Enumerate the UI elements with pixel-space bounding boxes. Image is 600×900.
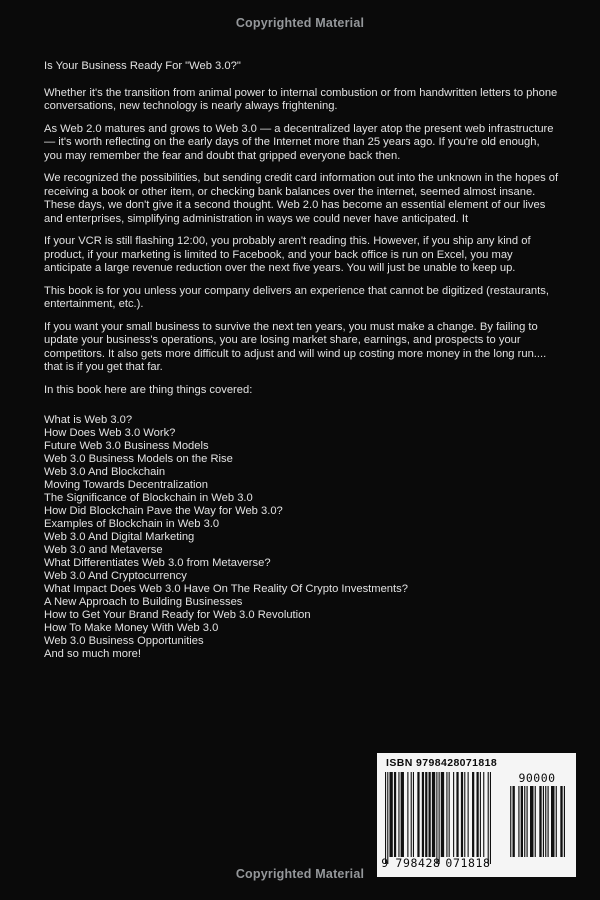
- topic-item: A New Approach to Building Businesses: [44, 596, 243, 608]
- topic-item: Web 3.0 Business Models on the Rise: [44, 453, 233, 465]
- topic-item: The Significance of Blockchain in Web 3.0: [44, 492, 253, 504]
- price-code: 90000: [518, 771, 556, 785]
- paragraph: If you want your small business to survive the next ten years, you must make a change. By failing to update your business's operations, you are losing market share, earnings, and prospects to your competitors. It also gets more difficult to adjust and will wind up costing more money in the long run.... that is if you get that far.: [44, 320, 547, 373]
- back-cover-text: [44, 60, 560, 661]
- barcode-panel: [377, 753, 576, 877]
- ean5-addon-barcode-graphic: [509, 786, 565, 857]
- topic-item: Web 3.0 and Metaverse: [44, 544, 163, 556]
- paragraph: As Web 2.0 matures and grows to Web 3.0 — a decentralized layer atop the present web infrastructure — it's worth reflecting on the early days of the Internet more than 25 years ago. If you're old enough, you may remember the fear and doubt that gripped everyone back then.: [44, 122, 554, 162]
- topic-item: And so much more!: [44, 648, 142, 660]
- barcode-digit-mid: 798428: [395, 856, 441, 870]
- topic-item: What Differentiates Web 3.0 from Metaverse?: [44, 557, 271, 569]
- barcode-digit-lead: 9: [381, 856, 389, 870]
- topic-item: Web 3.0 Business Opportunities: [44, 635, 204, 647]
- topic-item: What Impact Does Web 3.0 Have On The Reality Of Crypto Investments?: [44, 583, 408, 595]
- topic-item: Future Web 3.0 Business Models: [44, 440, 209, 452]
- headline: Is Your Business Ready For "Web 3.0?": [44, 60, 241, 72]
- topic-item: Examples of Blockchain in Web 3.0: [44, 518, 220, 530]
- copyright-banner-bottom: Copyrighted Material: [235, 867, 365, 881]
- barcode-digit-right: 071818: [445, 856, 491, 870]
- paragraphs: [44, 87, 560, 375]
- topic-item: Web 3.0 And Digital Marketing: [44, 531, 195, 543]
- topic-item: Moving Towards Decentralization: [44, 479, 208, 491]
- paragraph: We recognized the possibilities, but sending credit card information out into the unknown in the hopes of receiving a book or other item, or checking bank balances over the internet, seemed almost insane. These days, we don't give it a second thought. Web 2.0 has become an essential element of our lives and enterprises, simplifying administration in ways we could never have anticipated. It: [44, 172, 559, 225]
- ean13-barcode-graphic: [385, 772, 491, 864]
- topic-item: How To Make Money With Web 3.0: [44, 622, 219, 634]
- topics-list: [44, 414, 560, 661]
- topic-item: How Does Web 3.0 Work?: [44, 427, 176, 439]
- topics-intro: In this book here are thing things covered:: [44, 383, 253, 396]
- topic-item: Web 3.0 And Cryptocurrency: [44, 570, 187, 582]
- topic-item: Web 3.0 And Blockchain: [44, 466, 166, 478]
- paragraph: If your VCR is still flashing 12:00, you probably aren't reading this. However, if you ship any kind of product, if your marketing is limited to Facebook, and your back office is run on Excel, you may anticipate a large revenue reduction over the next five years. You will just be unable to keep up.: [44, 235, 531, 274]
- topic-item: How to Get Your Brand Ready for Web 3.0 Revolution: [44, 609, 311, 621]
- paragraph: Whether it's the transition from animal power to internal combustion or from handwritten letters to phone conversations, new technology is nearly always frightening.: [44, 86, 558, 112]
- topic-item: How Did Blockchain Pave the Way for Web 3.0?: [44, 505, 283, 517]
- topic-item: What is Web 3.0?: [44, 414, 133, 426]
- copyright-banner-top: Copyrighted Material: [235, 16, 365, 30]
- isbn-label: ISBN 9798428071818: [386, 757, 498, 769]
- paragraph: This book is for you unless your company delivers an experience that cannot be digitized (restaurants, entertainment, etc.).: [44, 284, 549, 310]
